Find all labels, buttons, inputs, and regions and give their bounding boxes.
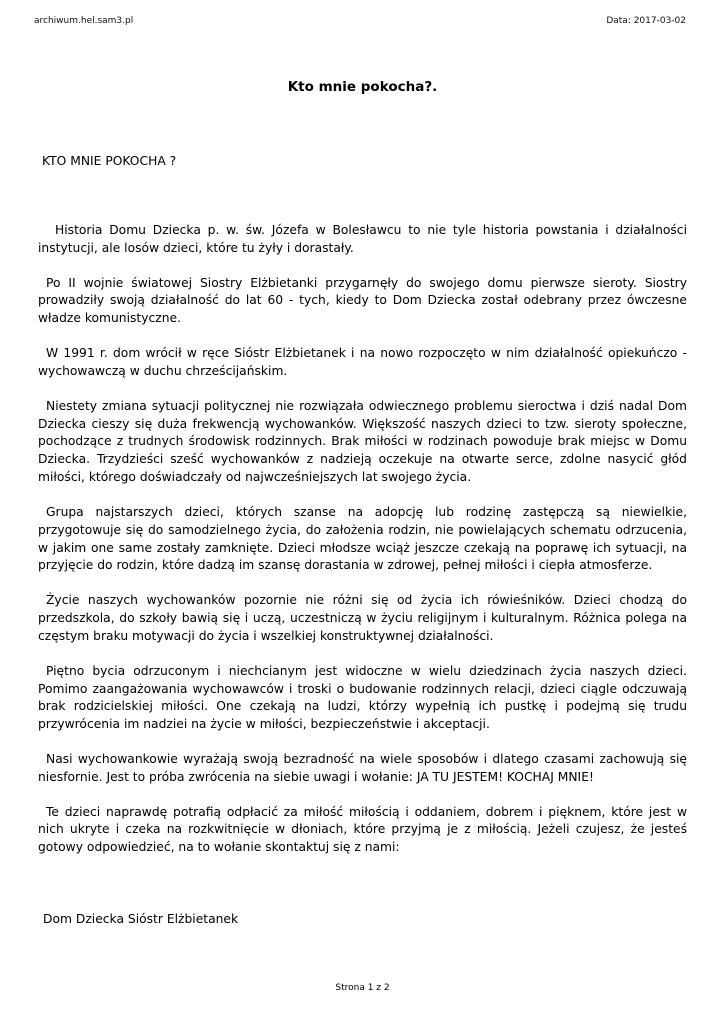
- paragraph: Historia Domu Dziecka p. w. św. Józefa w Bolesławcu to nie tyle historia powstania i działalności instytucji, ale losów dzieci, które tu żyły i dorastały.: [38, 223, 687, 255]
- header-date: Data: 2017-03-02: [606, 16, 686, 26]
- paragraph: Grupa najstarszych dzieci, których szanse na adopcję lub rodzinę zastępczą są niewielkie, przygotowuje się do samodzielnego życia, do założenia rodzin, nie powielających schematu odrzucenia, w jakim one same zostały zamknięte. Dzieci młodsze wciąż jeszcze czekają na poprawę ich sytuacji, na przyjęcie do rodzin, które dadzą im szansę dorastania w zdrowej, pełnej miłości i ciepła atmosferze.: [38, 504, 687, 573]
- paragraph: Nasi wychowankowie wyrażają swoją bezradność na wiele sposobów i dlatego czasami zachowują się niesfornie. Jest to próba zwrócenia na siebie uwagi i wołanie: JA TU JESTEM! KOCHAJ MNIE!: [38, 751, 687, 784]
- paragraph: W 1991 r. dom wrócił w ręce Sióstr Elżbietanek i na nowo rozpoczęto w nim działalność opiekuńczo - wychowawczą w duchu chrześcijańskim.: [38, 346, 687, 378]
- page-title: Kto mnie pokocha?.: [287, 79, 438, 95]
- article-body: [38, 222, 687, 874]
- paragraph: Te dzieci naprawdę potrafią odpłacić za miłość miłością i oddaniem, dobrem i pięknem, które jest w nich ukryte i czeka na rozkwitnięcie w dłoniach, które przyjmą je z miłością. Jeżeli czujesz, że jesteś gotowy odpowiedzieć, na to wołanie skontaktuj się z nami:: [38, 804, 687, 855]
- signature: Dom Dziecka Sióstr Elżbietanek: [43, 912, 239, 926]
- article-heading: KTO MNIE POKOCHA ?: [42, 154, 177, 168]
- page-number: Strona 1 z 2: [335, 983, 390, 993]
- paragraph: Niestety zmiana sytuacji politycznej nie rozwiązała odwiecznego problemu sieroctwa i dziś nadal Dom Dziecka cieszy się duża frekwencją wychowanków. Większość naszych dzieci to tzw. sieroty społeczne, pochodzące z trudnych środowisk rodzinnych. Brak miłości w rodzinach powoduje brak miejsc w Domu Dziecka. Trzydzieści sześć wychowanków z nadzieją oczekuje na otwarte serce, zdolne nasycić głód miłości, którego doświadczały od najwcześniejszych lat swojego życia.: [38, 398, 687, 485]
- header-site: archiwum.hel.sam3.pl: [34, 16, 134, 26]
- paragraph: Życie naszych wychowanków pozornie nie różni się od życia ich rówieśników. Dzieci chodzą do przedszkola, do szkoły bawią się i uczą, uczestniczą w życiu religijnym i kulturalnym. Różnica polega na częstym braku motywacji do życia i wszelkiej konstruktywnej działalności.: [38, 593, 687, 643]
- paragraph: Po II wojnie światowej Siostry Elżbietanki przygarnęły do swojego domu pierwsze sieroty. Siostry prowadziły swoją działalność do lat 60 - tych, kiedy to Dom Dziecka został odebrany przez ówczesne władze komunistyczne.: [38, 275, 687, 326]
- paragraph: Piętno bycia odrzuconym i niechcianym jest widoczne w wielu dziedzinach życia naszych dzieci. Pomimo zaangażowania wychowawców i troski o budowanie rodzinnych relacji, dzieci ciągle odczuwają brak rodzicielskiej miłości. One czekają na ludzi, którzy wypełnią ich pustkę i podejmą się trudu przywrócenia im nadziei na życie w miłości, bezpieczeństwie i akceptacji.: [38, 663, 687, 732]
